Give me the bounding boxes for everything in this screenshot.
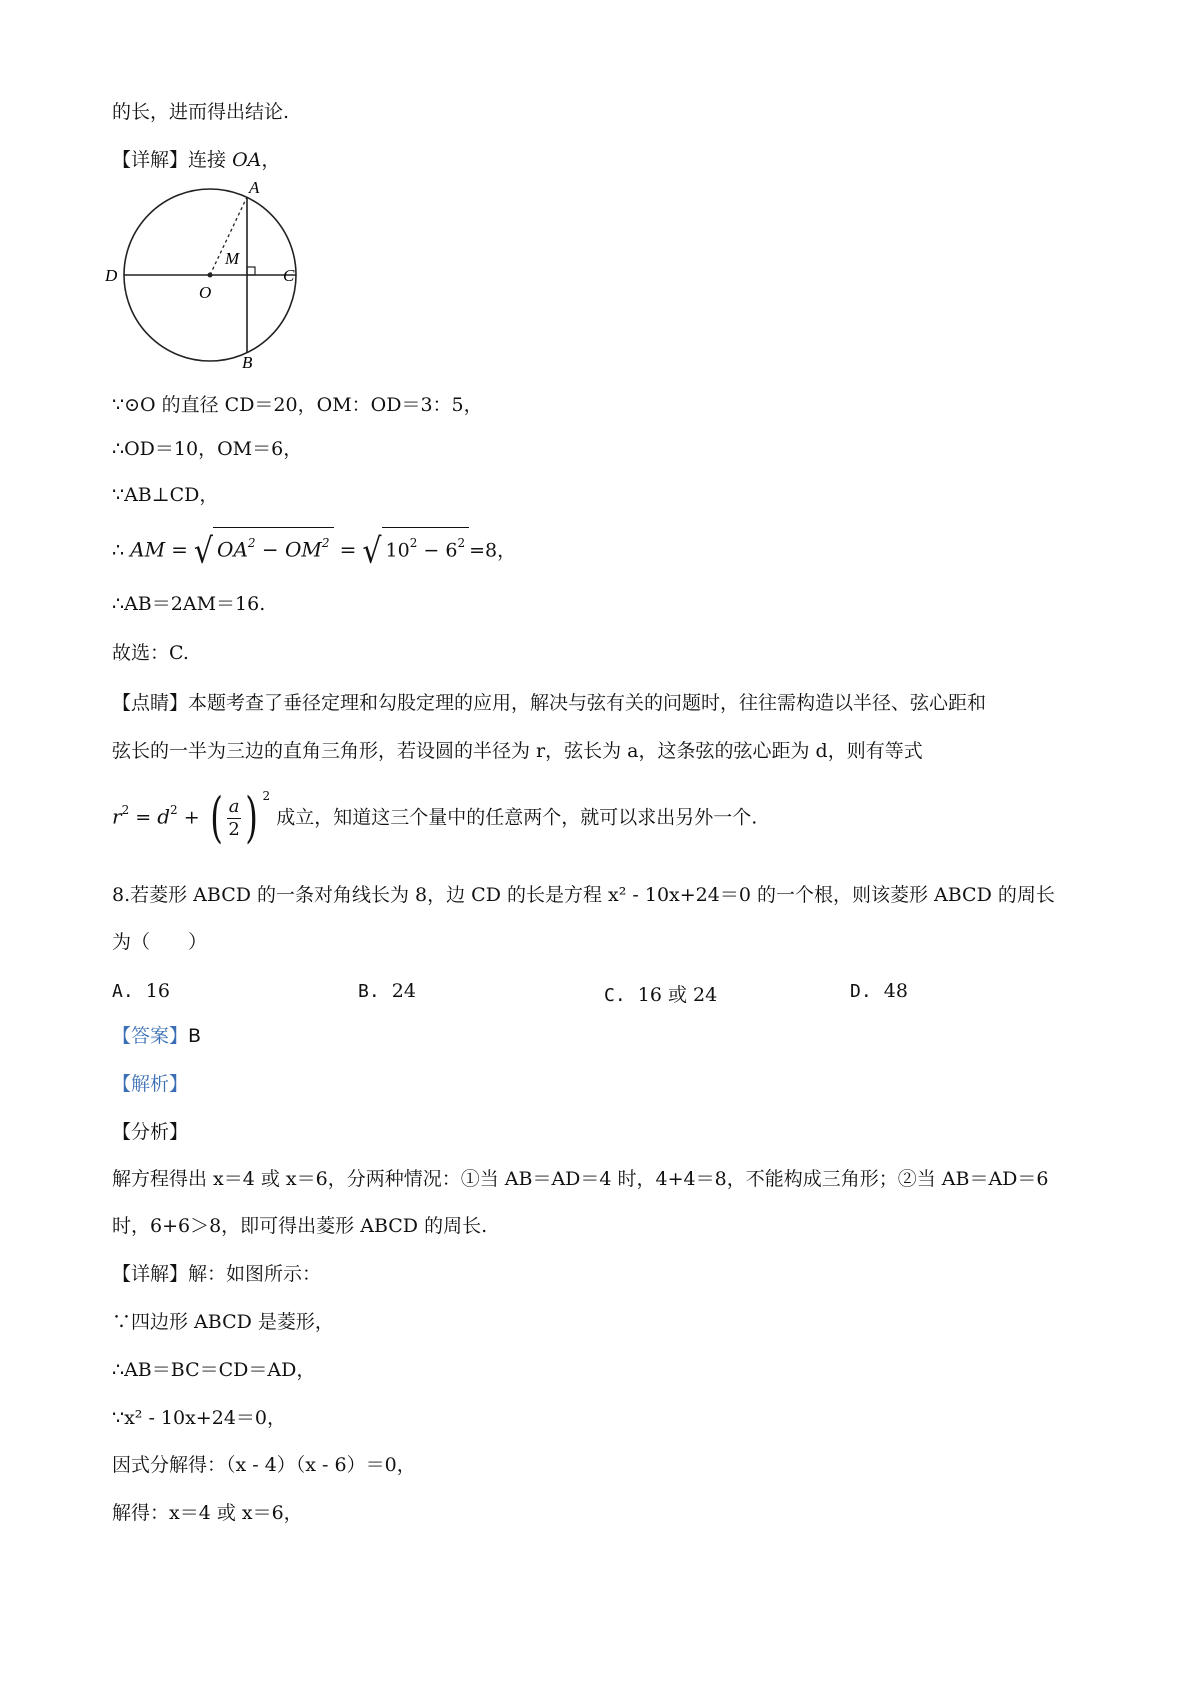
option-b [358,980,416,1002]
text-line: ∵⊙O 的直径 CD＝20，OM：OD＝3：5， [112,394,483,416]
sqrt-oa-om: √ $OA^2 - OM^2$ [194,527,334,569]
option-text: 48 [883,980,908,1002]
question-8: 8.若菱形 ABCD 的一条对角线长为 8，边 CD 的长是方程 x² - 10x+24＝0 的一个根，则该菱形 ABCD 的周长 [112,884,1055,906]
label-a: A [249,180,260,197]
minus-sign: − [417,539,446,562]
detail-prefix: 【详解】连接 [112,149,227,171]
om-term: OM [285,537,322,562]
ten-term: 10 [385,539,410,562]
option-text: 16 或 24 [637,984,718,1006]
text-line: 因式分解得：（x - 4）（x - 6）＝0， [112,1454,416,1476]
exponent: 2 [457,536,466,551]
therefore-symbol: ∴ [112,539,125,562]
label-d: D [105,266,118,285]
detail-heading [112,147,280,173]
fraction-a-over-2 [227,796,242,841]
text-line: 解方程得出 x＝4 或 x＝6，分两种情况：①当 AB＝AD＝4 时，4+4＝8，不能构成三角形；②当 AB＝AD＝6 [112,1168,1049,1190]
text-line: 故选：C. [112,642,189,664]
text-line: 解得：x＝4 或 x＝6， [112,1502,303,1524]
right-paren: ) [245,786,259,850]
option-text: 16 [145,980,170,1002]
formula-pythagoras [112,782,758,850]
text-line: ∴AB＝2AM＝16. [112,593,266,615]
plus-sign: + [177,806,206,829]
option-label: C. [604,985,626,1006]
six-term: 6 [445,539,458,562]
detail-suffix: ， [261,149,281,171]
result: =8， [469,539,517,562]
am-term: AM [130,537,166,562]
option-c [604,980,717,1007]
option-d [850,980,908,1002]
answer-label: 【答案】 [112,1025,189,1047]
text-line: ∵AB⊥CD， [112,484,219,506]
left-paren: ( [209,786,223,850]
r-term: r [112,804,122,829]
option-a [112,980,170,1002]
exponent: 2 [247,536,256,550]
text-line: ∴OD＝10，OM＝6， [112,438,303,460]
label-m: M [225,249,240,268]
text-line: ∵x² - 10x+24＝0， [112,1407,286,1429]
fenxi-label: 【分析】 [112,1121,189,1143]
option-label: A. [112,981,134,1002]
option-label: D. [850,981,872,1002]
exponent: 2 [321,536,330,550]
answer-row [112,1023,201,1049]
sqrt-numeric: √ $10^2 - 6^2$ [362,527,469,568]
text-line: 弦长的一半为三边的直角三角形，若设圆的半径为 r，弦长为 a，这条弦的弦心距为 d，则有等式 [112,740,923,762]
label-o: O [199,283,212,302]
option-label: B. [358,981,380,1002]
question-8-tail: 为（ ） [112,931,208,953]
text-line: ∵四边形 ABCD 是菱形， [112,1311,334,1333]
text-line: 【详解】解：如图所示： [112,1263,322,1285]
label-c: C [283,266,295,285]
equals-sign: = [339,537,357,562]
label-b: B [242,353,253,370]
option-text: 24 [391,980,416,1002]
answer-value: B [188,1025,202,1047]
formula-am [112,527,517,572]
text-line: 时，6+6＞8，即可得出菱形 ABCD 的周长. [112,1215,488,1237]
d-term: d [157,804,171,829]
segment-oa: OA [232,149,262,171]
denominator: 2 [228,818,240,840]
numerator: a [228,795,240,817]
text-line: 的长，进而得出结论. [112,101,290,123]
formula-tail: 成立，知道这三个量中的任意两个，就可以求出另外一个. [270,806,758,829]
equals-sign: = [129,806,158,829]
exponent: 2 [409,536,418,551]
text-line: ∴AB＝BC＝CD＝AD， [112,1359,316,1381]
exponent: 2 [262,789,271,803]
analysis-label: 【解析】 [112,1073,189,1095]
exponent: 2 [121,803,130,817]
exponent: 2 [170,803,178,817]
text-line: 【点睛】本题考查了垂径定理和勾股定理的应用，解决与弦有关的问题时，往往需构造以半径、弦心距和 [112,692,987,714]
minus-sign: − [255,537,286,562]
oa-term: OA [217,537,248,562]
equals-sign: = [171,537,188,562]
circle-diagram [105,180,305,370]
